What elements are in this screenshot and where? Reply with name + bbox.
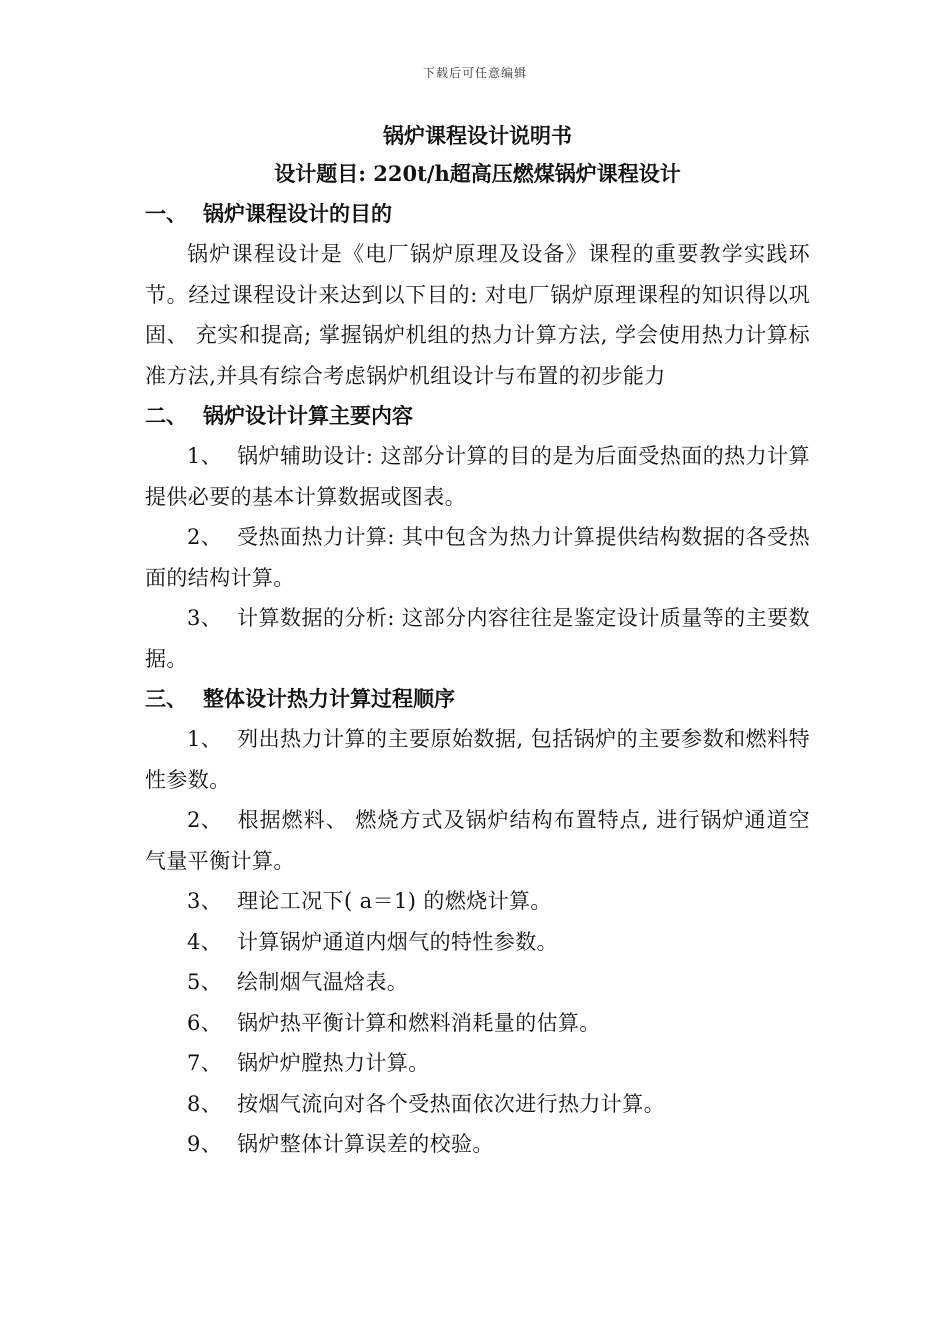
- list-item-number: 1、: [187, 727, 223, 751]
- section-title: 锅炉课程设计的目的: [203, 201, 392, 226]
- list-item-number: 3、: [187, 606, 223, 630]
- list-item-number: 4、: [187, 929, 223, 954]
- list-item: [145, 881, 810, 922]
- list-item-text: 绘制烟气温焓表。: [237, 970, 409, 994]
- list-item-number: 3、: [187, 889, 223, 913]
- list-item: [145, 517, 810, 598]
- list-item-text: 理论工况下( a＝1) 的燃烧计算。: [237, 889, 552, 913]
- section-paragraph: 锅炉课程设计是《电厂锅炉原理及设备》课程的重要教学实践环节。经过课程设计来达到以下目的: 对电厂锅炉原理课程的知识得以巩固、 充实和提高; 掌握锅炉机组的热力计算方法, 学会使用热力计算标准方法,并具有综合考虑锅炉机组设计与布置的初步能力: [145, 242, 810, 388]
- list-item-text: 锅炉热平衡计算和燃料消耗量的估算。: [237, 1010, 601, 1035]
- list-item-number: 8、: [187, 1091, 223, 1116]
- list-item: [145, 800, 810, 881]
- header-note: 下载后可任意编辑: [422, 66, 527, 80]
- list-item-text: 计算锅炉通道内烟气的特性参数。: [237, 929, 558, 954]
- list-item-number: 9、: [187, 1132, 223, 1156]
- list-item: [145, 719, 810, 800]
- document-title: 锅炉课程设计说明书: [383, 123, 572, 148]
- list-item: [145, 436, 810, 517]
- list-item-text: 按烟气流向对各个受热面依次进行热力计算。: [237, 1091, 665, 1116]
- list-item: [145, 1003, 810, 1044]
- document-subtitle: 设计题目: 220t/h超高压燃煤锅炉课程设计: [274, 161, 681, 186]
- list-item: [145, 962, 810, 1003]
- list-item: [145, 1124, 810, 1165]
- list-item-text: 列出热力计算的主要原始数据, 包括锅炉的主要参数和燃料特性参数。: [145, 727, 810, 792]
- list-item-number: 1、: [187, 444, 223, 468]
- list-item-text: 计算数据的分析: 这部分内容往往是鉴定设计质量等的主要数据。: [145, 606, 810, 671]
- section-title: 整体设计热力计算过程顺序: [203, 686, 455, 711]
- list-item-text: 锅炉辅助设计: 这部分计算的目的是为后面受热面的热力计算提供必要的基本计算数据或图表。: [145, 444, 810, 509]
- list-item-number: 2、: [187, 808, 223, 832]
- section-number: 二、: [145, 403, 187, 428]
- section-heading-3: [145, 679, 810, 719]
- list-item: [145, 598, 810, 679]
- list-item-text: 受热面热力计算: 其中包含为热力计算提供结构数据的各受热面的结构计算。: [145, 525, 810, 590]
- list-item: [145, 922, 810, 963]
- list-item-number: 5、: [187, 970, 223, 994]
- list-item: [145, 1084, 810, 1125]
- section-heading-1: [145, 194, 810, 234]
- list-item: [145, 1043, 810, 1084]
- document-body: [145, 118, 810, 1165]
- list-item-number: 6、: [187, 1010, 223, 1035]
- list-item-text: 根据燃料、 燃烧方式及锅炉结构布置特点, 进行锅炉通道空气量平衡计算。: [145, 808, 810, 873]
- section-number: 三、: [145, 686, 187, 711]
- section-title: 锅炉设计计算主要内容: [203, 403, 413, 428]
- section-number: 一、: [145, 201, 187, 226]
- list-item-number: 2、: [187, 525, 223, 549]
- list-item-text: 锅炉炉膛热力计算。: [237, 1051, 430, 1075]
- list-item-number: 7、: [187, 1051, 223, 1075]
- section-heading-2: [145, 396, 810, 436]
- list-item-text: 锅炉整体计算误差的校验。: [237, 1132, 494, 1156]
